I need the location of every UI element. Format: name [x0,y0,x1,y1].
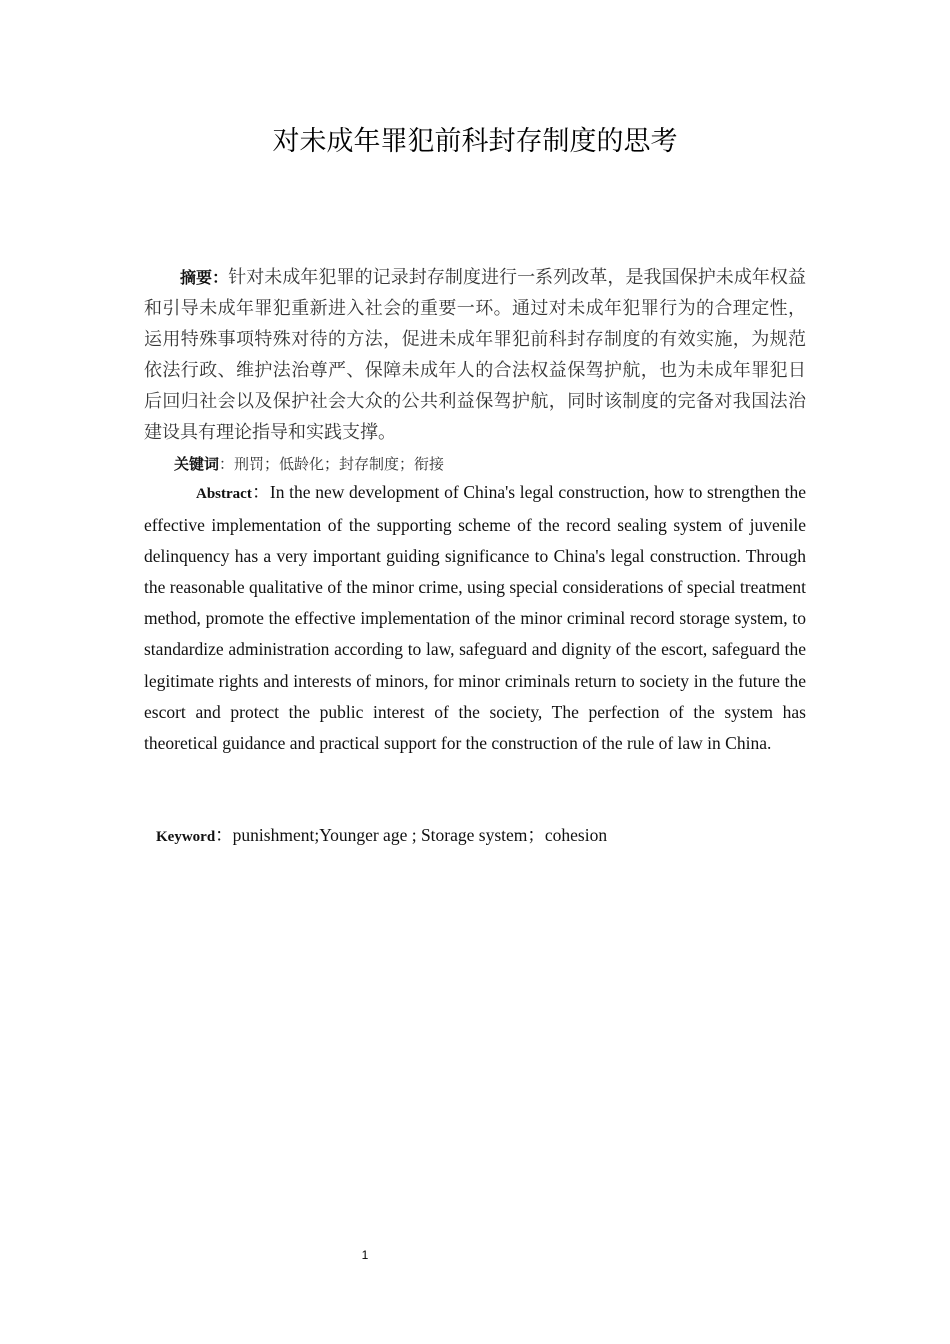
english-abstract-label: Abstract [196,486,252,502]
chinese-keywords-text: ：刑罚；低龄化；封存制度；衔接 [219,455,445,473]
chinese-abstract-text: 针对未成年犯罪的记录封存制度进行一系列改革，是我国保护未成年权益和引导未成年罪犯重新进入社会的重要一环。通过对未成年犯罪行为的合理定性，运用特殊事项特殊对待的方法，促进未成年罪犯前科封存制度的有效实施，为规范依法行政、维护法治尊严、保障未成年人的合法权益保驾护航，也为未成年罪犯日后回归社会以及保护社会大众的公共利益保驾护航，同时该制度的完备对我国法治建设具有理论指导和实践支撑。 [144,267,806,443]
english-abstract-text: ：In the new development of China's legal construction, how to strengthen the effective implementation of the supporting scheme of the record sealing system of juvenile delinquency has a very important guiding significance to China's legal construction. Through the reasonable qualitative of the minor crime, using special considerations of special treatment method, promote the effective implementation of the minor criminal record storage system, to standardize administration according to law, safeguard and dignity of the escort, safeguard the legitimate rights and interests of minors, for minor criminals return to society in the future the escort and protect the public interest of the society, The perfection of the system has theoretical guidance and practical support for the construction of the rule of law in China. [144,482,806,753]
chinese-keywords-label: 关键词 [174,455,220,473]
chinese-keywords [174,451,806,477]
english-abstract [144,477,806,759]
chinese-abstract [144,262,806,448]
page-number: 1 [361,1248,369,1262]
english-keywords-text: ：punishment;Younger age ; Storage system；cohesion [215,825,608,845]
english-keywords-label: Keyword [156,829,216,845]
chinese-abstract-label: 摘要： [180,268,229,287]
english-keywords [156,821,806,851]
page-title: 对未成年罪犯前科封存制度的思考 [272,126,678,157]
